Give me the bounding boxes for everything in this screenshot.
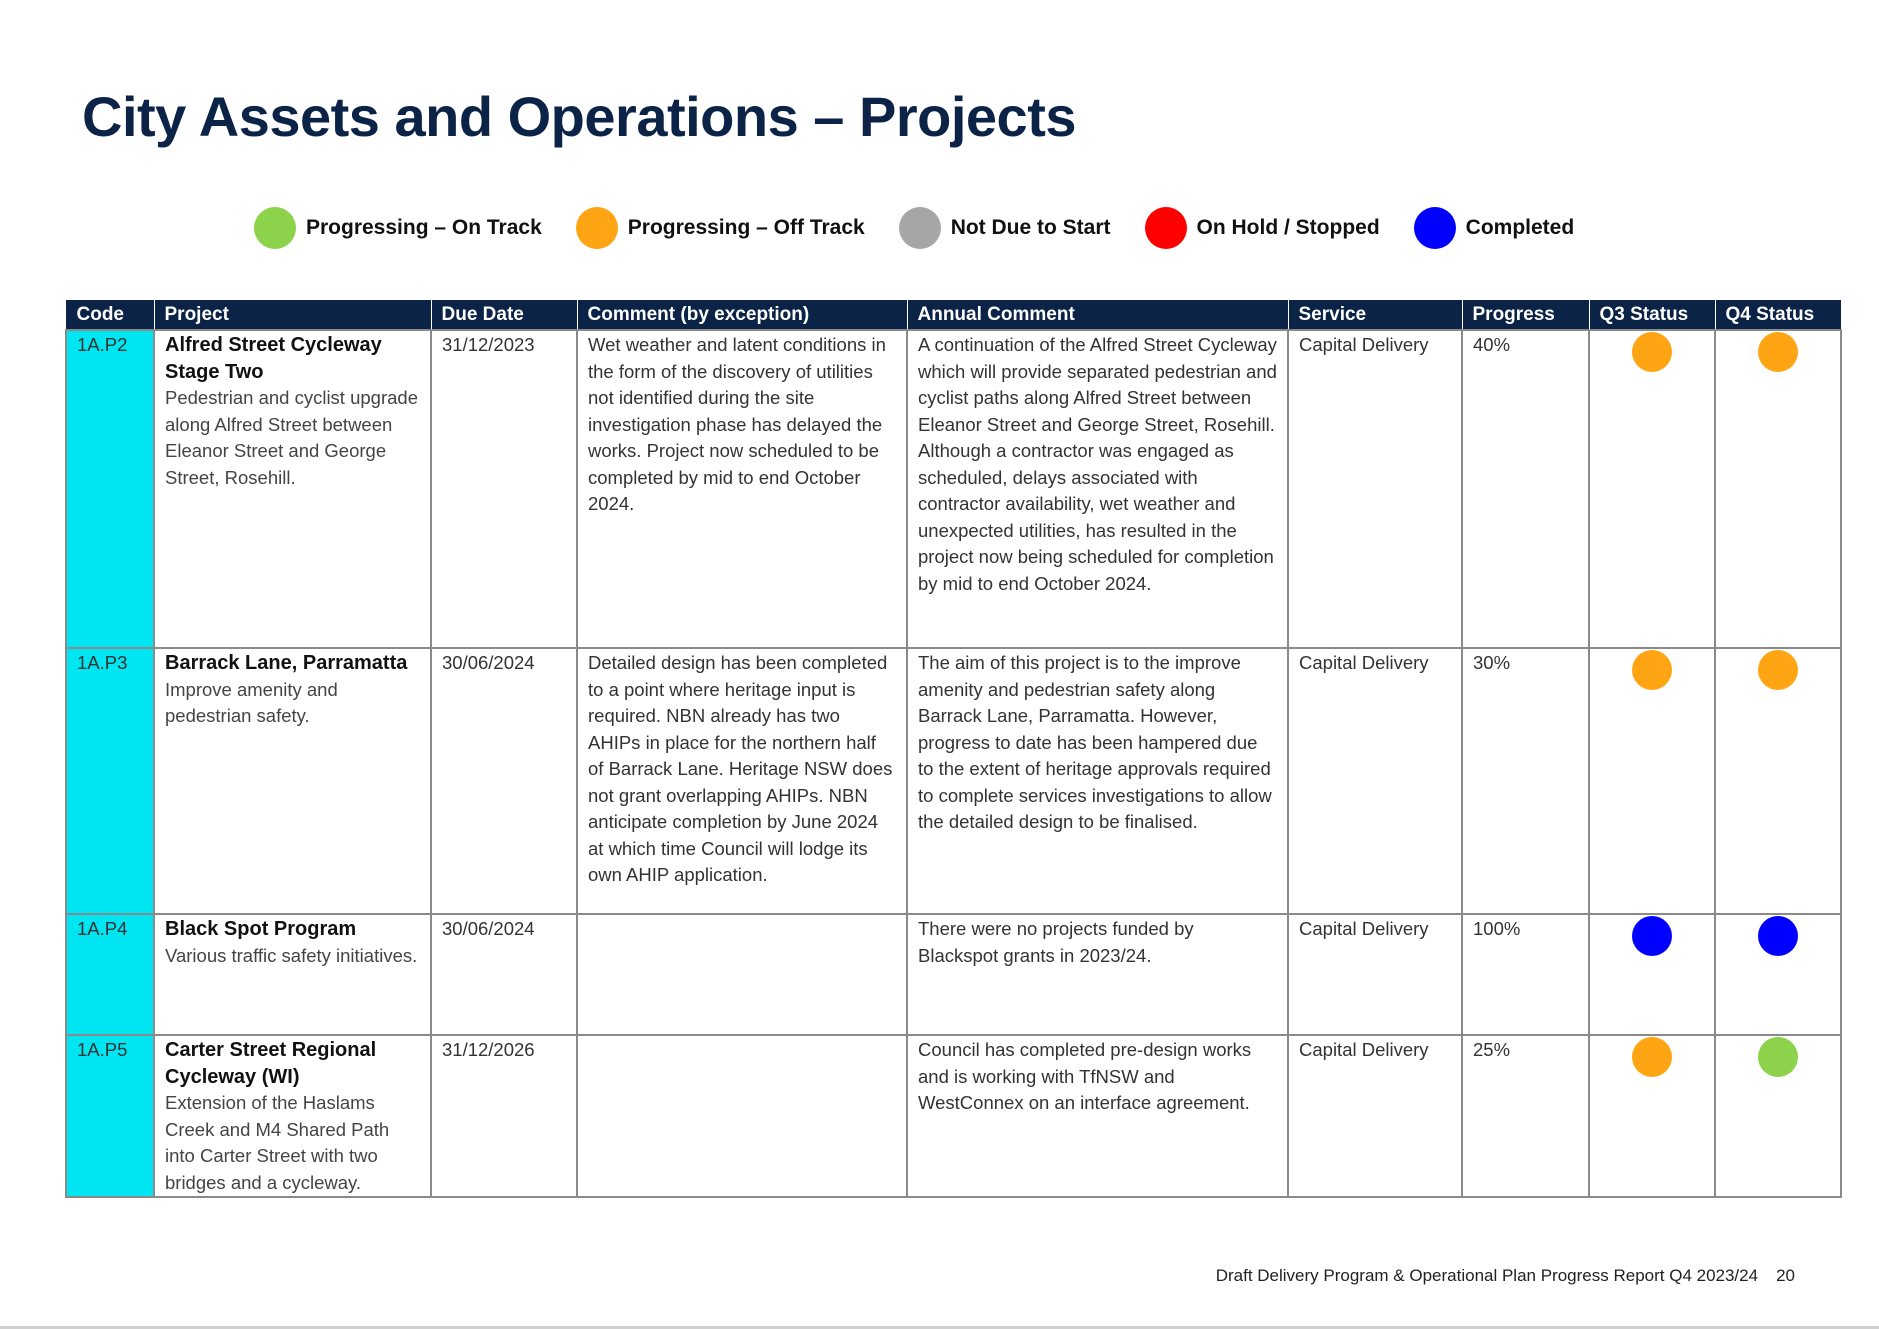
column-header-project: Project <box>154 300 431 330</box>
cell-project <box>154 914 431 1035</box>
table-header-row <box>66 300 1841 330</box>
table-row <box>66 648 1841 914</box>
legend-item-on-track <box>254 207 542 249</box>
page-footer <box>1216 1266 1795 1286</box>
cell-q4-status <box>1715 914 1841 1035</box>
legend-label: On Hold / Stopped <box>1196 216 1380 239</box>
legend-label: Completed <box>1465 216 1575 239</box>
page-number: 20 <box>1776 1266 1795 1285</box>
cell-q4-status <box>1715 330 1841 648</box>
page-title: City Assets and Operations – Projects <box>82 85 1076 148</box>
cell-comment <box>577 914 907 1035</box>
cell-annual-comment: Council has completed pre-design works and is working with TfNSW and WestConnex on an interface agreement. <box>907 1035 1288 1197</box>
column-header-q3-status: Q3 Status <box>1589 300 1715 330</box>
table-row <box>66 914 1841 1035</box>
legend-item-off-track <box>576 207 865 249</box>
cell-due-date: 31/12/2026 <box>431 1035 577 1197</box>
cell-comment: Detailed design has been completed to a point where heritage input is required. NBN already has two AHIPs in place for the northern half of Barrack Lane. Heritage NSW does not grant overlapping AHIPs. NBN anticipate completion by June 2024 at which time Council will lodge its own AHIP application. <box>577 648 907 914</box>
orange-status-dot-icon <box>1632 332 1672 372</box>
cell-service: Capital Delivery <box>1288 914 1462 1035</box>
cell-annual-comment: A continuation of the Alfred Street Cycleway which will provide separated pedestrian and cyclist paths along Alfred Street between Eleanor Street and George Street, Rosehill. Although a contractor was engaged as scheduled, delays associated with contractor availability, wet weather and unexpected utilities, has resulted in the project now being scheduled for completion by mid to end October 2024. <box>907 330 1288 648</box>
cell-code: 1A.P2 <box>66 330 154 648</box>
legend-label: Not Due to Start <box>950 216 1111 239</box>
green-status-dot-icon <box>1758 1037 1798 1077</box>
grey-status-dot-icon <box>899 207 941 249</box>
cell-q3-status <box>1589 330 1715 648</box>
status-legend <box>254 204 1608 252</box>
cell-progress: 25% <box>1462 1035 1589 1197</box>
blue-status-dot-icon <box>1632 916 1672 956</box>
cell-code: 1A.P4 <box>66 914 154 1035</box>
cell-progress: 40% <box>1462 330 1589 648</box>
orange-status-dot-icon <box>1758 650 1798 690</box>
legend-item-completed <box>1414 207 1575 249</box>
legend-label: Progressing – Off Track <box>627 216 865 239</box>
cell-due-date: 31/12/2023 <box>431 330 577 648</box>
cell-comment <box>577 1035 907 1197</box>
orange-status-dot-icon <box>1758 332 1798 372</box>
cell-due-date: 30/06/2024 <box>431 914 577 1035</box>
cell-annual-comment: There were no projects funded by Blackspot grants in 2023/24. <box>907 914 1288 1035</box>
cell-q4-status <box>1715 648 1841 914</box>
project-description: Pedestrian and cyclist upgrade along Alfred Street between Eleanor Street and George Street, Rosehill. <box>165 387 418 488</box>
cell-project <box>154 330 431 648</box>
cell-progress: 100% <box>1462 914 1589 1035</box>
project-name: Carter Street Regional Cycleway (WI) <box>165 1039 377 1088</box>
blue-status-dot-icon <box>1414 207 1456 249</box>
cell-project <box>154 1035 431 1197</box>
column-header-progress: Progress <box>1462 300 1589 330</box>
project-name: Barrack Lane, Parramatta <box>165 652 408 674</box>
projects-table <box>65 300 1842 1198</box>
cell-code: 1A.P3 <box>66 648 154 914</box>
project-description: Improve amenity and pedestrian safety. <box>165 678 338 726</box>
column-header-comment: Comment (by exception) <box>577 300 907 330</box>
blue-status-dot-icon <box>1758 916 1798 956</box>
cell-service: Capital Delivery <box>1288 330 1462 648</box>
cell-due-date: 30/06/2024 <box>431 648 577 914</box>
cell-annual-comment: The aim of this project is to the improve amenity and pedestrian safety along Barrack Lane, Parramatta. However, progress to date has been hampered due to the extent of heritage approvals required to complete services investigations to allow the detailed design to be finalised. <box>907 648 1288 914</box>
legend-label: Progressing – On Track <box>306 216 542 239</box>
column-header-annual-comment: Annual Comment <box>907 300 1288 330</box>
cell-q4-status <box>1715 1035 1841 1197</box>
cell-progress: 30% <box>1462 648 1589 914</box>
cell-comment: Wet weather and latent conditions in the form of the discovery of utilities not identified during the site investigation phase has delayed the works. Project now scheduled to be completed by mid to end October 2024. <box>577 330 907 648</box>
project-name: Black Spot Program <box>165 918 357 940</box>
red-status-dot-icon <box>1145 207 1187 249</box>
table-row <box>66 1035 1841 1197</box>
table-row <box>66 330 1841 648</box>
column-header-service: Service <box>1288 300 1462 330</box>
orange-status-dot-icon <box>1632 1037 1672 1077</box>
project-description: Various traffic safety initiatives. <box>165 944 418 966</box>
orange-status-dot-icon <box>576 207 618 249</box>
cell-q3-status <box>1589 914 1715 1035</box>
legend-item-on-hold <box>1145 207 1380 249</box>
legend-item-not-due <box>899 207 1111 249</box>
footer-report-title: Draft Delivery Program & Operational Plan Progress Report Q4 2023/24 <box>1215 1266 1759 1285</box>
orange-status-dot-icon <box>1632 650 1672 690</box>
cell-project <box>154 648 431 914</box>
project-name: Alfred Street Cycleway Stage Two <box>165 334 382 383</box>
column-header-code: Code <box>66 300 154 330</box>
cell-q3-status <box>1589 648 1715 914</box>
cell-q3-status <box>1589 1035 1715 1197</box>
green-status-dot-icon <box>254 207 296 249</box>
column-header-due-date: Due Date <box>431 300 577 330</box>
project-description: Extension of the Haslams Creek and M4 Shared Path into Carter Street with two bridges and a cycleway. <box>165 1092 390 1193</box>
cell-code: 1A.P5 <box>66 1035 154 1197</box>
column-header-q4-status: Q4 Status <box>1715 300 1841 330</box>
cell-service: Capital Delivery <box>1288 1035 1462 1197</box>
cell-service: Capital Delivery <box>1288 648 1462 914</box>
